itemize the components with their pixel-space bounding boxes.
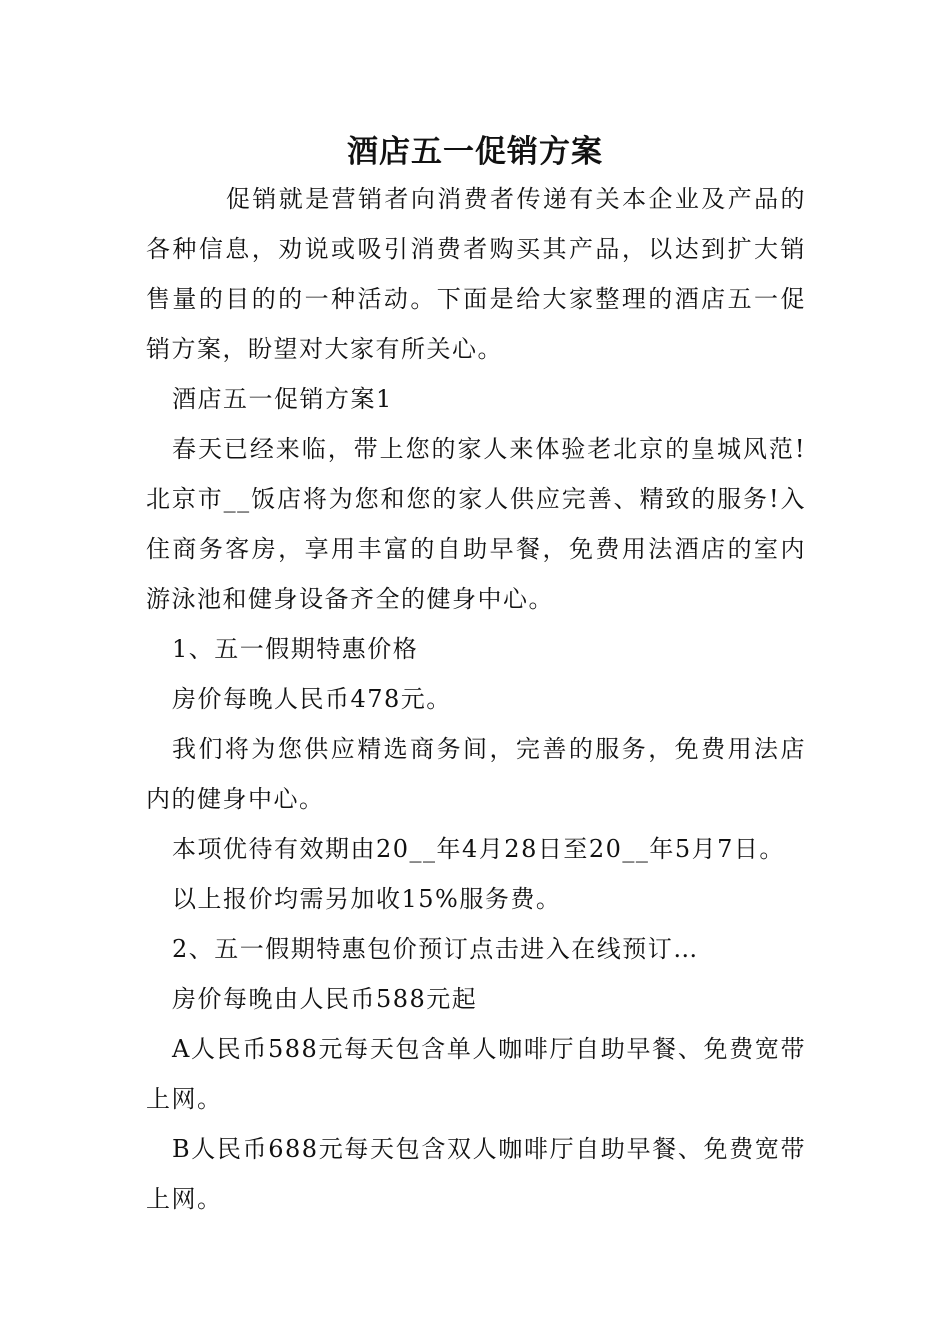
document-title: 酒店五一促销方案 [347,134,603,170]
list-item-heading: 2、五一假期特惠包价预订点击进入在线预订… [172,935,699,963]
paragraph: 房价每晚人民币478元。 [172,685,452,713]
paragraph: 春天已经来临，带上您的家人来体验老北京的皇城风范!北京市__饭店将为您和您的家人供应完善、精致的服务!入住商务客房，享用丰富的自助早餐，免费用法酒店的室内游泳池和健身设备齐全的健身中心。 [146,435,806,613]
document-body [146,174,806,1224]
paragraph: 房价每晚由人民币588元起 [172,985,478,1013]
list-item-heading: 1、五一假期特惠价格 [172,635,419,663]
intro-paragraph: 促销就是营销者向消费者传递有关本企业及产品的各种信息，劝说或吸引消费者购买其产品，以达到扩大销售量的目的的一种活动。下面是给大家整理的酒店五一促销方案，盼望对大家有所关心。 [146,185,806,363]
paragraph: 我们将为您供应精选商务间，完善的服务，免费用法店内的健身中心。 [146,735,806,813]
section-heading: 酒店五一促销方案1 [172,385,393,413]
paragraph: 以上报价均需另加收15%服务费。 [172,885,562,913]
paragraph: B人民币688元每天包含双人咖啡厅自助早餐、免费宽带上网。 [146,1135,806,1213]
paragraph: A人民币588元每天包含单人咖啡厅自助早餐、免费宽带上网。 [146,1035,806,1113]
paragraph: 本项优待有效期由20__年4月28日至20__年5月7日。 [172,835,785,863]
